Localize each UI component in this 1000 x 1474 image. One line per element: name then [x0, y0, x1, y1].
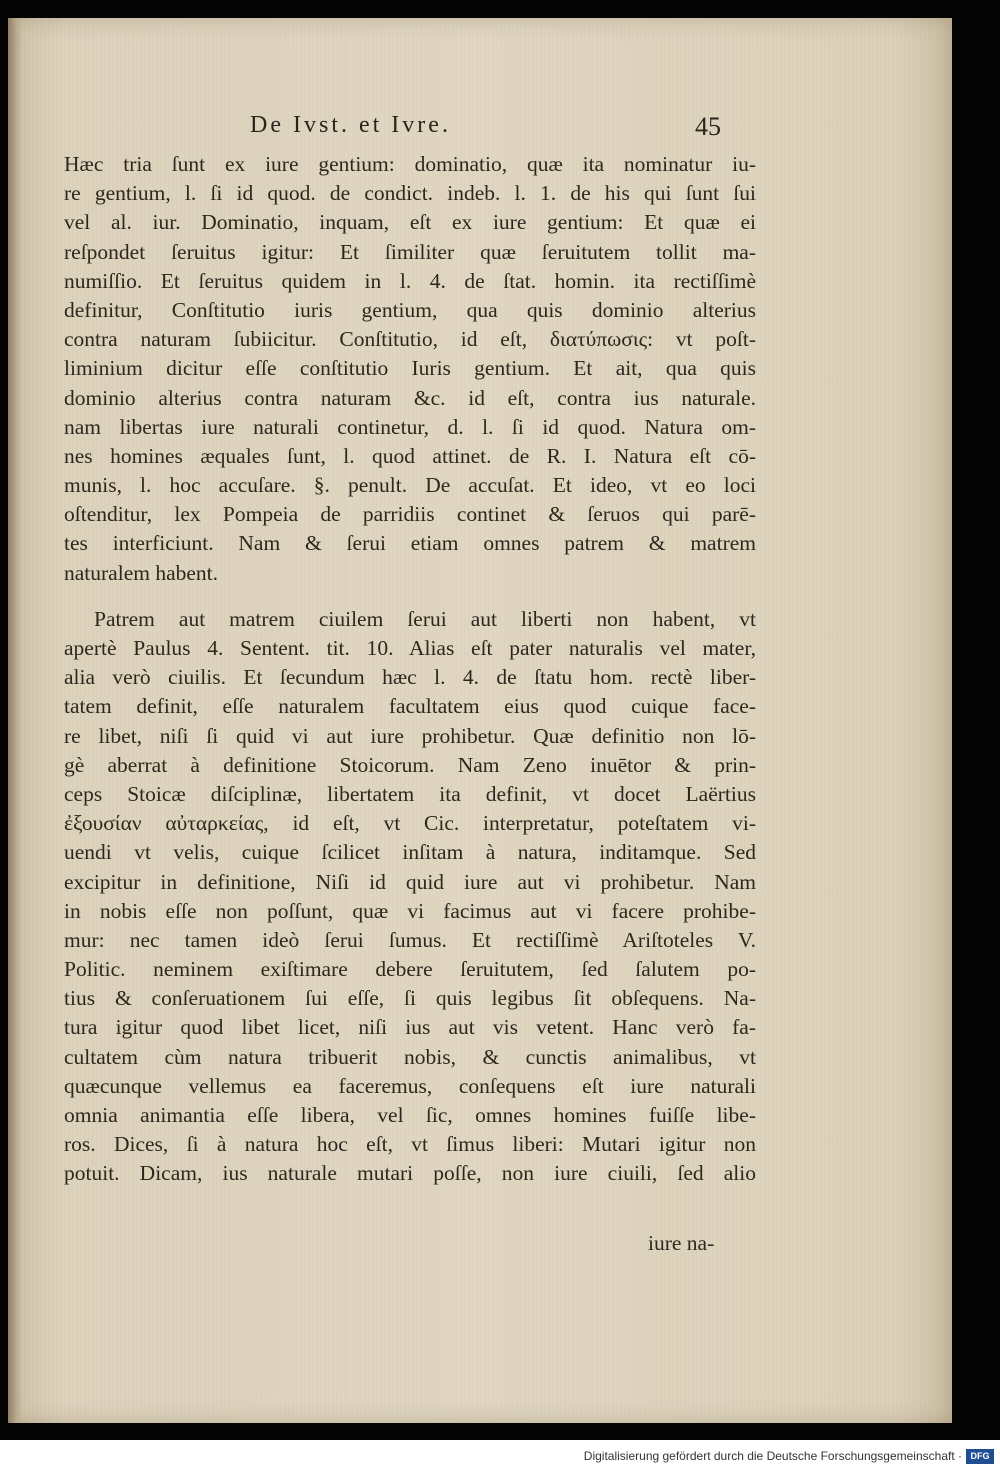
text-line: contra naturam ſubiicitur. Conſtitutio, id eſt, διατύπωσις: vt poſt- [64, 327, 756, 352]
text-line: apertè Paulus 4. Sentent. tit. 10. Alias eſt pater naturalis vel mater, [64, 636, 756, 660]
page-number: 45 [695, 112, 721, 141]
dfg-logo: DFG [966, 1449, 994, 1464]
text-line: cultatem cùm natura tribuerit nobis, & cunctis animalibus, vt [64, 1044, 756, 1069]
text-line: oſtenditur, lex Pompeia de parridiis continet & ſeruos qui parē- [64, 502, 756, 527]
text-line: reſpondet ſeruitus igitur: Et ſimiliter quæ ſeruitutem tollit ma- [64, 239, 756, 264]
text-line: re gentium, l. ſi id quod. de condict. indeb. l. 1. de his qui ſunt ſui [64, 181, 756, 206]
text-line: tatem definit, eſſe naturalem facultatem eius quod cuique face- [64, 694, 756, 719]
funding-credit: Digitalisierung gefördert durch die Deutsche Forschungsgemeinschaft · [583, 1449, 962, 1463]
text-line: omnia animantia eſſe libera, vel ſic, omnes homines fuiſſe libe- [64, 1103, 756, 1127]
text-line: tius & conſeruationem ſui eſſe, ſi quis legibus ſit obſequens. Na- [64, 986, 756, 1011]
text-line: liminium dicitur eſſe conſtitutio Iuris gentium. Et ait, qua quis [64, 356, 756, 381]
text-line: potuit. Dicam, ius naturale mutari poſſe, non iure ciuili, ſed alio [64, 1161, 756, 1186]
text-line: Patrem aut matrem ciuilem ſerui aut liberti non habent, vt [94, 606, 756, 631]
text-line: dominio alterius contra naturam &c. id eſt, contra ius naturale. [64, 385, 756, 410]
text-line: nes homines æquales ſunt, l. quod attinet. de R. I. Natura eſt cō- [64, 443, 756, 468]
text-line: definitur, Conſtitutio iuris gentium, qua quis dominio alterius [64, 297, 756, 322]
text-line: mur: nec tamen ideò ſerui ſumus. Et rectiſſimè Ariſtoteles V. [64, 927, 756, 952]
text-line: numiſſio. Et ſeruitus quidem in l. 4. de ſtat. homin. ita rectiſſimè [64, 268, 756, 293]
text-line: re libet, niſi ſi quid vi aut iure prohibetur. Quæ definitio non lō- [64, 723, 756, 748]
text-line: tura igitur quod libet licet, niſi ius aut vis vetent. Hanc verò fa- [64, 1015, 756, 1040]
paragraph-2 [64, 605, 756, 1189]
page-gutter-edge [8, 18, 22, 1423]
text-line: excipitur in definitione, Niſi id quid iure aut vi prohibetur. Nam [64, 869, 756, 894]
paragraph-1 [64, 150, 756, 588]
text-block [64, 150, 756, 1189]
text-line: Politic. neminem exiſtimare debere ſeruitutem, ſed ſalutem po- [64, 957, 756, 982]
text-line: alia verò ciuilis. Et ſecundum hæc l. 4. de ſtatu hom. rectè liber- [64, 665, 756, 690]
text-line: uendi vt velis, cuique ſcilicet inſitam à natura, inditamque. Sed [64, 840, 756, 865]
text-line: munis, l. hoc accuſare. §. penult. De accuſat. Et ideo, vt eo loci [64, 473, 756, 498]
text-line: vel al. iur. Dominatio, inquam, eſt ex iure gentium: Et quæ ei [64, 210, 756, 235]
text-line: ceps Stoicæ diſciplinæ, libertatem ita definit, vt docet Laërtius [64, 781, 756, 806]
running-head: De Ivst. et Ivre. [250, 112, 451, 138]
text-line: tes interficiunt. Nam & ſerui etiam omnes patrem & matrem [64, 531, 756, 556]
text-line: naturalem habent. [64, 560, 219, 585]
digitization-footer [0, 1440, 1000, 1474]
paragraph-gap [64, 588, 756, 605]
text-line: ros. Dices, ſi à natura hoc eſt, vt ſimus liberi: Mutari igitur non [64, 1132, 756, 1157]
text-line: gè aberrat à definitione Stoicorum. Nam Zeno inuētor & prin- [64, 752, 756, 777]
catchword: iure na- [648, 1231, 715, 1255]
text-line: ἐξουσίαν αὐταρκείας, id eſt, vt Cic. interpretatur, poteſtatem vi- [64, 811, 756, 836]
text-line: in nobis eſſe non poſſunt, quæ vi facimus aut vi facere prohibe- [64, 898, 756, 923]
text-line: Hæc tria ſunt ex iure gentium: dominatio, quæ ita nominatur iu- [64, 152, 756, 176]
text-line: nam libertas iure naturali continetur, d. l. ſi id quod. Natura om- [64, 414, 756, 439]
text-line: quæcunque vellemus ea faceremus, conſequens eſt iure naturali [64, 1073, 756, 1098]
